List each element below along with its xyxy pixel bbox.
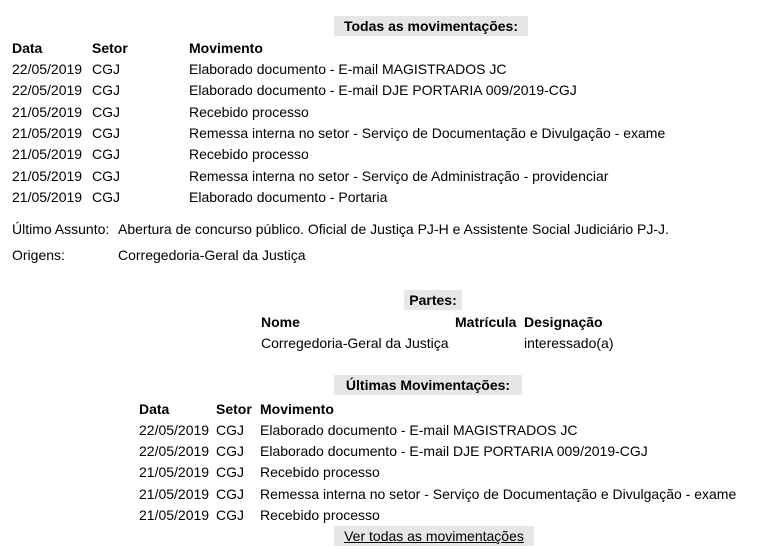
row-data: 22/05/2019 — [139, 422, 210, 438]
row-setor: CGJ — [216, 464, 244, 480]
ultimo-assunto-label: Último Assunto: — [12, 221, 110, 237]
row-data: 21/05/2019 — [12, 168, 83, 184]
partes-header-nome: Nome — [261, 314, 300, 330]
origens-label: Origens: — [12, 247, 65, 263]
row-setor: CGJ — [216, 507, 244, 523]
row-data: 21/05/2019 — [12, 146, 83, 162]
row-setor: CGJ — [216, 422, 244, 438]
row-setor: CGJ — [216, 443, 244, 459]
row-setor: CGJ — [92, 104, 120, 120]
ultimas-movimentacoes-title: Últimas Movimentações: — [334, 375, 522, 395]
row-setor: CGJ — [92, 189, 120, 205]
row-movimento: Remessa interna no setor - Serviço de Documentação e Divulgação - exame — [260, 486, 737, 502]
row-data: 21/05/2019 — [139, 486, 210, 502]
partes-header-matricula: Matrícula — [455, 314, 517, 330]
todas-header-setor: Setor — [92, 40, 128, 56]
parte-nome: Corregedoria-Geral da Justiça — [261, 335, 449, 351]
row-setor: CGJ — [216, 486, 244, 502]
partes-title: Partes: — [404, 290, 462, 310]
row-movimento: Elaborado documento - E-mail DJE PORTARIA 009/2019-CGJ — [189, 82, 577, 98]
row-setor: CGJ — [92, 168, 120, 184]
row-movimento: Elaborado documento - E-mail MAGISTRADOS JC — [189, 61, 507, 77]
row-movimento: Elaborado documento - E-mail DJE PORTARIA 009/2019-CGJ — [260, 443, 648, 459]
row-setor: CGJ — [92, 146, 120, 162]
ultimo-assunto-value: Abertura de concurso público. Oficial de Justiça PJ-H e Assistente Social Judiciário PJ-J. — [118, 221, 669, 237]
row-movimento: Recebido processo — [189, 104, 309, 120]
row-movimento: Recebido processo — [260, 507, 380, 523]
row-data: 21/05/2019 — [12, 104, 83, 120]
ultimas-header-setor: Setor — [216, 401, 252, 417]
row-setor: CGJ — [92, 125, 120, 141]
origens-value: Corregedoria-Geral da Justiça — [118, 247, 306, 263]
partes-header-designacao: Designação — [524, 314, 603, 330]
row-data: 22/05/2019 — [12, 61, 83, 77]
row-data: 21/05/2019 — [12, 125, 83, 141]
ultimas-header-movimento: Movimento — [260, 401, 334, 417]
row-data: 21/05/2019 — [139, 464, 210, 480]
row-data: 22/05/2019 — [139, 443, 210, 459]
row-movimento: Remessa interna no setor - Serviço de Documentação e Divulgação - exame — [189, 125, 666, 141]
row-data: 21/05/2019 — [12, 189, 83, 205]
row-movimento: Recebido processo — [260, 464, 380, 480]
todas-header-data: Data — [12, 40, 43, 56]
row-movimento: Elaborado documento - E-mail MAGISTRADOS JC — [260, 422, 578, 438]
ultimas-header-data: Data — [139, 401, 170, 417]
row-data: 22/05/2019 — [12, 82, 83, 98]
ver-todas-link[interactable]: Ver todas as movimentações — [344, 528, 524, 544]
parte-designacao: interessado(a) — [524, 335, 614, 351]
row-movimento: Recebido processo — [189, 146, 309, 162]
todas-movimentacoes-title: Todas as movimentações: — [334, 16, 528, 36]
row-movimento: Remessa interna no setor - Serviço de Administração - providenciar — [189, 168, 609, 184]
row-setor: CGJ — [92, 61, 120, 77]
ver-todas-box — [334, 526, 534, 546]
row-setor: CGJ — [92, 82, 120, 98]
row-movimento: Elaborado documento - Portaria — [189, 189, 388, 205]
todas-header-movimento: Movimento — [189, 40, 263, 56]
row-data: 21/05/2019 — [139, 507, 210, 523]
